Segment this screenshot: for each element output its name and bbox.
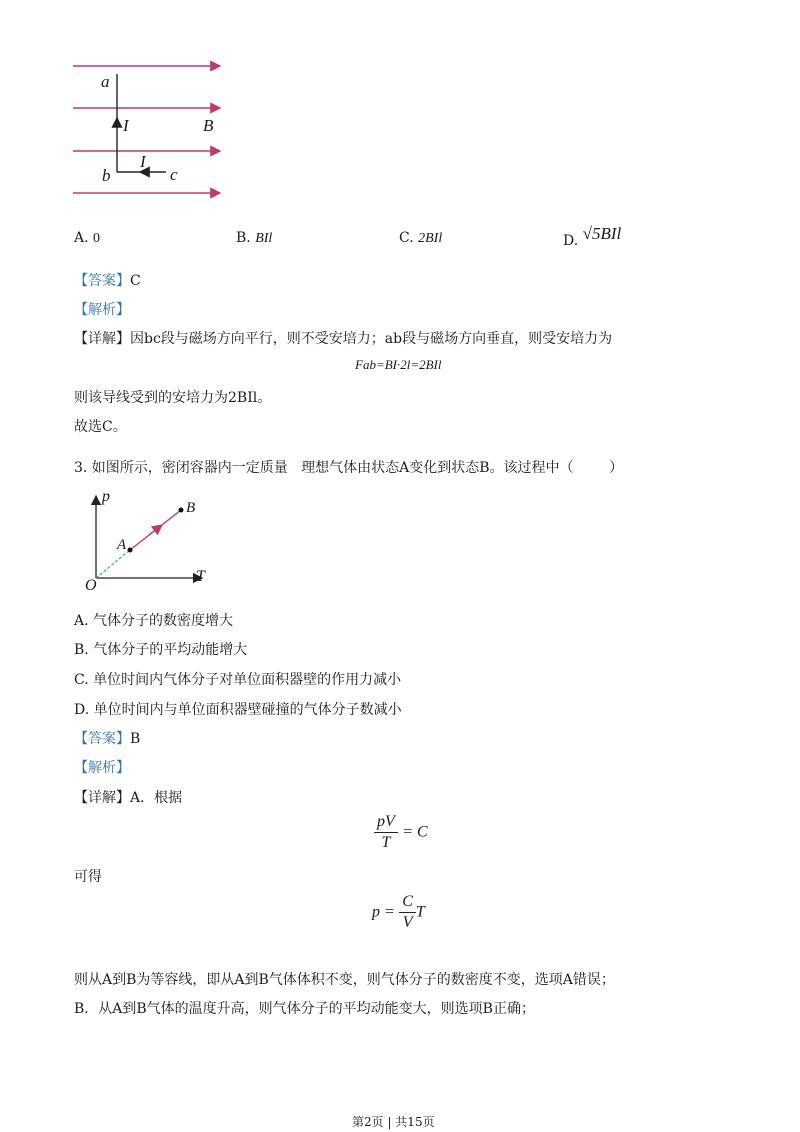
q2-formula: Fab=BI·2l=2BIl [355,357,442,372]
q3-option-b: B. 气体分子的平均动能增大 [74,642,248,658]
q2-answer: 【答案】C [74,273,141,289]
q3-detail: 【详解】A．根据 [74,790,183,806]
label-I-horizontal: I [140,152,146,171]
equation-p-CVT: p = $\frac{C}{V}$ T [372,893,425,931]
q3-answer: 【答案】B [74,731,141,747]
label-B-field: B [203,116,214,135]
point-label-A: A [117,537,127,553]
point-label-B: B [186,500,196,516]
label-c: c [170,165,178,184]
q3-option-c: C. 单位时间内气体分子对单位面积器壁的作用力减小 [74,672,402,688]
q2-option-c: C. 2BIl [399,230,443,246]
label-b: b [102,166,111,185]
q2-analysis-tag: 【解析】 [74,302,130,318]
q3-stem: 3. 如图所示，密闭容器内一定质量 理想气体由状态A变化到状态B。该过程中（ ） [74,460,624,476]
q2-conclusion: 则该导线受到的安培力为2BIl。 [74,390,272,406]
q3-line-b: B．从A到B气体的温度升高，则气体分子的平均动能变大，则选项B正确； [74,1001,535,1017]
origin-label-O: O [85,577,97,594]
page-footer: 第2页 | 共15页 [352,1115,435,1129]
q3-analysis-tag: 【解析】 [74,760,130,776]
axis-label-T: T [196,568,205,585]
q2-option-d: D. √5BIl [563,224,622,249]
process-arrow [150,525,162,534]
label-a: a [101,72,110,91]
q3-line-a: 则从A到B为等容线，即从A到B气体体积不变，则气体分子的数密度不变，选项A错误； [74,972,615,988]
axis-label-p: p [102,488,110,505]
q3-option-d: D. 单位时间内与单位面积器壁碰撞的气体分子数减小 [74,702,402,718]
q3-option-a: A. 气体分子的数密度增大 [74,613,234,629]
q2-detail: 【详解】因bc段与磁场方向平行，则不受安培力；ab段与磁场方向垂直，则受安培力为 [74,331,613,347]
extension-dashed [96,550,130,578]
point-A [128,548,133,553]
equation-pV-T: $\frac{pV}{T}$ = C [374,812,428,853]
point-B [179,508,184,513]
label-I-vertical: I [123,116,129,135]
can-get-text: 可得 [74,869,102,885]
q2-choice: 故选C。 [74,419,127,435]
q2-option-a: A. 0 [74,230,101,246]
q2-option-b: B. BIl [236,230,273,246]
